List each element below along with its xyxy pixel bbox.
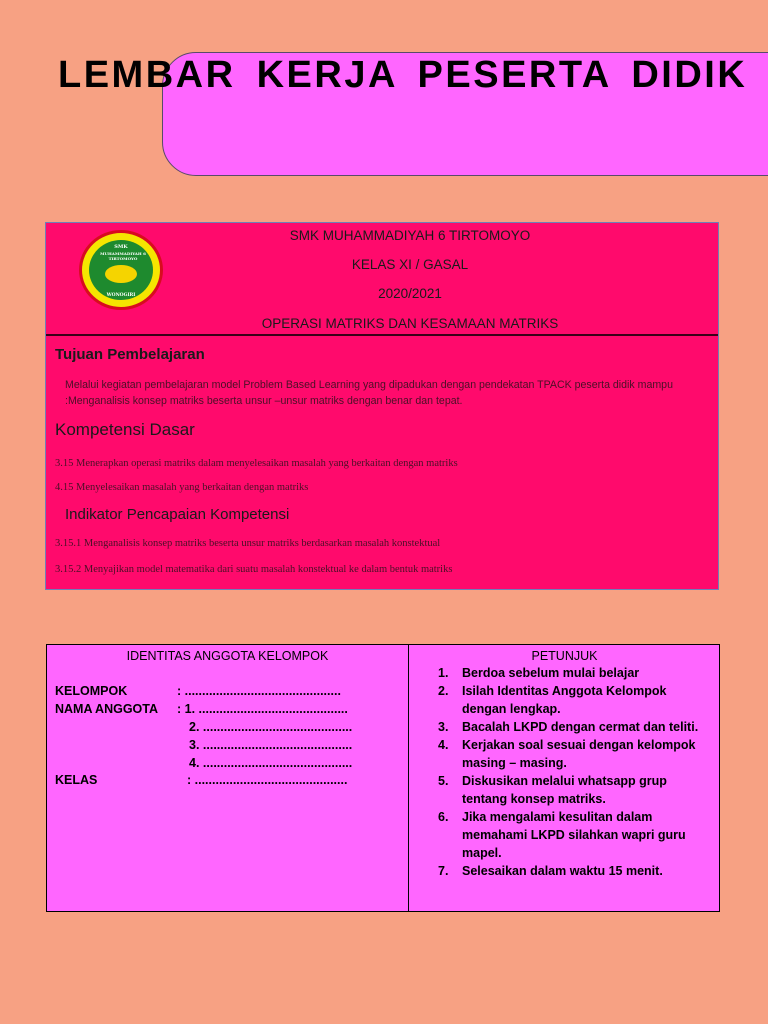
nama-label: NAMA ANGGOTA	[55, 702, 158, 716]
info-table	[46, 644, 720, 912]
petunjuk-number: 7.	[438, 864, 449, 878]
petunjuk-text: Kerjakan soal sesuai dengan kelompok masing – masing.	[462, 738, 696, 770]
petunjuk-text: Selesaikan dalam waktu 15 menit.	[462, 864, 663, 878]
class-info: KELAS XI / GASAL	[351, 257, 469, 272]
nama-row	[55, 738, 405, 754]
petunjuk-number: 1.	[438, 666, 449, 680]
petunjuk-number: 3.	[438, 720, 449, 734]
kompetensi-item: 3.15 Menerapkan operasi matriks dalam menyelesaikan masalah yang berkaitan dengan matriks	[55, 458, 458, 469]
header-divider	[46, 334, 718, 336]
petunjuk-number: 4.	[438, 738, 449, 752]
logo-text-top: SMK	[114, 244, 128, 250]
school-logo	[79, 230, 163, 310]
logo-text-bottom: WONOGIRI	[106, 293, 136, 298]
nama-field-4[interactable]: 4. ...........................................	[189, 756, 353, 770]
kelompok-label: KELOMPOK	[55, 684, 128, 698]
page-title: LEMBAR KERJA PESERTA DIDIK	[58, 54, 748, 96]
table-column-divider	[408, 645, 409, 911]
logo-emblem	[105, 265, 137, 283]
petunjuk-number: 5.	[438, 774, 449, 788]
logo-text-name: MUHAMMADIYAH 6 TIRTOMOYO	[100, 251, 146, 261]
kelompok-row	[55, 684, 405, 700]
kelas-label: KELAS	[55, 773, 98, 787]
petunjuk-item	[429, 664, 714, 682]
indikator-item: 3.15.2 Menyajikan model matematika dari suatu masalah konstektual ke dalam bentuk matriks	[55, 564, 453, 575]
nama-row	[55, 756, 405, 772]
nama-field-1[interactable]: : 1. ...........................................	[177, 702, 348, 716]
header-box	[45, 222, 719, 590]
petunjuk-number: 6.	[438, 810, 449, 824]
topic-title: OPERASI MATRIKS DAN KESAMAAN MATRIKS	[261, 316, 559, 331]
petunjuk-item	[429, 682, 714, 718]
petunjuk-item	[429, 862, 714, 880]
tujuan-text: Melalui kegiatan pembelajaran model Problem Based Learning yang dipadukan dengan pendekatan TPACK peserta didik mampu :Menganalisis konsep matriks beserta unsur –unsur matriks dengan benar dan tepat.	[65, 379, 673, 407]
petunjuk-item	[429, 808, 714, 862]
petunjuk-header: PETUNJUK	[531, 649, 598, 663]
petunjuk-text: Bacalah LKPD dengan cermat dan teliti.	[462, 720, 699, 734]
kompetensi-item: 4.15 Menyelesaikan masalah yang berkaitan dengan matriks	[55, 482, 309, 493]
identitas-header: IDENTITAS ANGGOTA KELOMPOK	[126, 649, 329, 663]
nama-field-3[interactable]: 3. ...........................................	[189, 738, 353, 752]
kelompok-field[interactable]: : .............................................	[177, 684, 341, 698]
tujuan-title: Tujuan Pembelajaran	[55, 346, 205, 363]
nama-row	[55, 702, 405, 718]
petunjuk-list	[429, 664, 714, 880]
petunjuk-text: Isilah Identitas Anggota Kelompok dengan lengkap.	[462, 684, 667, 716]
petunjuk-item	[429, 772, 714, 808]
academic-year: 2020/2021	[378, 286, 442, 301]
petunjuk-text: Diskusikan melalui whatsapp grup tentang konsep matriks.	[462, 774, 667, 806]
nama-field-2[interactable]: 2. ...........................................	[189, 720, 353, 734]
petunjuk-item	[429, 736, 714, 772]
nama-row	[55, 720, 405, 736]
petunjuk-number: 2.	[438, 684, 449, 698]
petunjuk-text: Jika mengalami kesulitan dalam memahami LKPD silahkan wapri guru mapel.	[462, 810, 686, 860]
petunjuk-item	[429, 718, 714, 736]
school-name: SMK MUHAMMADIYAH 6 TIRTOMOYO	[289, 228, 531, 243]
indikator-item: 3.15.1 Menganalisis konsep matriks beserta unsur matriks berdasarkan masalah konstektual	[55, 538, 441, 549]
indikator-title: Indikator Pencapaian Kompetensi	[65, 506, 290, 523]
petunjuk-text: Berdoa sebelum mulai belajar	[462, 666, 640, 680]
kompetensi-title: Kompetensi Dasar	[55, 420, 195, 439]
kelas-row	[55, 773, 405, 789]
kelas-field[interactable]: : ............................................	[187, 773, 348, 787]
